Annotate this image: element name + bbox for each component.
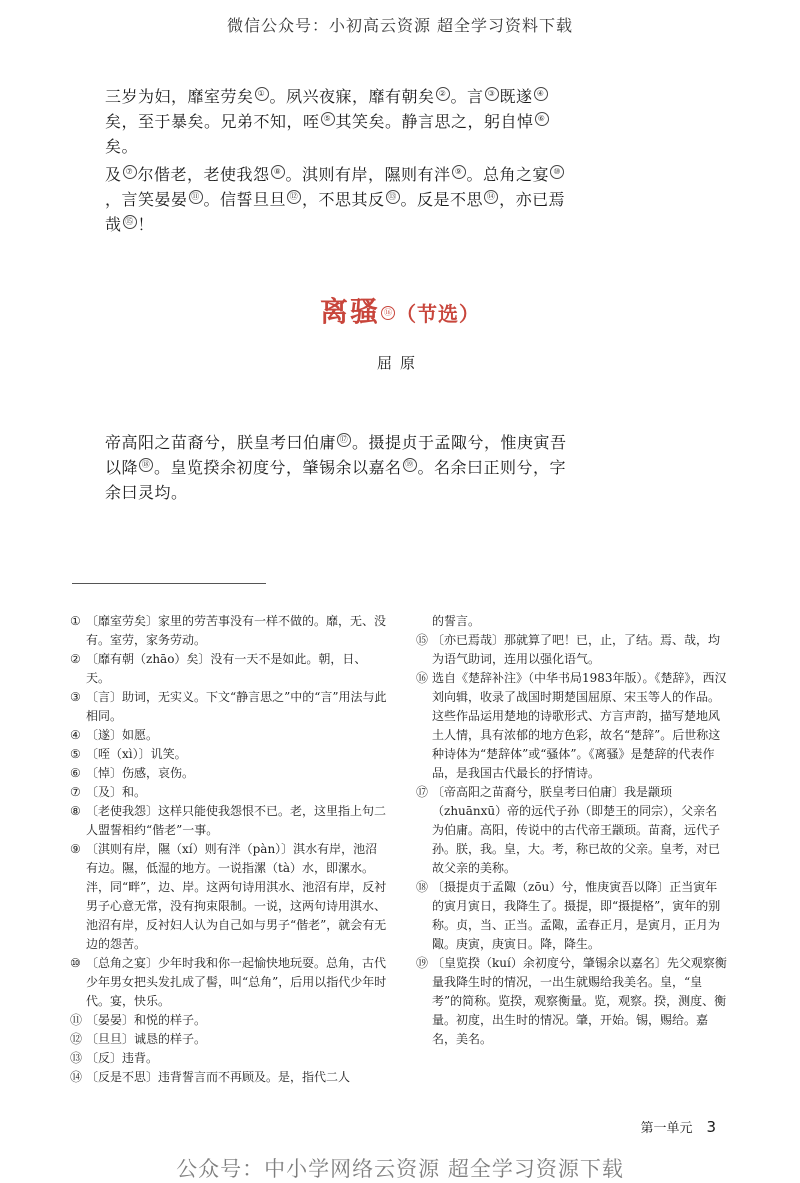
note-mark: ⑤ [321,112,335,126]
footnote-item: ⑨ 〔淇则有岸，隰（xí）则有泮（pàn）〕淇水有岸，池沼有边。隰，低湿的地方。一说指漯（tà）水，即漯水。泮，同“畔”，边、岸。这两句诗用淇水、池沼有岸，反衬男子心意无常，没有拘束限制。一说，这两句诗用淇水、池沼有岸，反衬妇人认为自己如与男子“偕老”，就会有无边的怨苦。 [70,842,387,951]
note-mark: ⑧ [271,165,285,179]
note-mark: ① [255,87,269,101]
note-mark: ⑫ [287,190,301,204]
page-number: 3 [706,1118,716,1136]
note-mark: ⑱ [139,458,153,472]
footnote-item: ⑭ 〔反是不思〕违背誓言而不再顾及。是，指代二人 [70,1070,351,1084]
footnote-item: ⑱ 〔摄提贞于孟陬（zōu）兮，惟庚寅吾以降〕正当寅年的寅月寅日，我降生了。摄提，即“摄提格”，寅年的别称。贞，当、正当。孟陬，孟春正月，是寅月，正月为陬。庚寅，庚寅日。降，降生。 [416,880,721,951]
note-mark: ⑯ [381,306,395,320]
footnote-item: ⑲ 〔皇览揆（kuí）余初度兮，肇锡余以嘉名〕先父观察衡量我降生时的情况，一出生就赐给我美名。皇，“皇考”的简称。览揆，观察衡量。览，观察。揆，测度、衡量。初度，出生时的情况。肇，开始。锡，赐给。嘉名，美名。 [416,956,727,1046]
footnote-item: 的誓言。 [432,614,481,628]
footnote-item: ⑦ 〔及〕和。 [70,785,147,799]
author: 屈原 [376,354,423,372]
note-mark: ⑰ [337,433,351,447]
poem-stanza-1: 三岁为妇，靡室劳矣 ① 。夙兴夜寐，靡有朝矣 ② 。言 ③ 既遂 ④矣，至于暴矣。兄弟不知，咥 ⑤ 其笑矣。静言思之，躬自悼 ⑥矣。 [105,84,575,159]
footnotes-left [70,612,388,1087]
page-footer [640,1117,716,1136]
unit-label: 第一单元 [640,1121,693,1136]
footnote-item: ⑬ 〔反〕违背。 [70,1051,159,1065]
footnote-item: ⑪ 〔晏晏〕和悦的样子。 [70,1013,207,1027]
footnote-item: ⑥ 〔悼〕伤感，哀伤。 [70,766,195,780]
note-mark: ⑲ [403,458,417,472]
footnote-item: ⑫ 〔旦旦〕诚恳的样子。 [70,1032,207,1046]
footnote-item: ⑮ 〔亦已焉哉〕那就算了吧！已，止，了结。焉、哉，均为语气助词，连用以强化语气。 [416,633,721,666]
title-sub: （节选） [396,302,480,326]
footnote-item: ⑧ 〔老使我怨〕这样只能使我怨恨不已。老，这里指上句二人盟誓相约“偕老”一事。 [70,804,387,837]
footnote-item: ① 〔靡室劳矣〕家里的劳苦事没有一样不做的。靡，无、没有。室劳，家务劳动。 [70,614,387,647]
note-mark: ⑬ [386,190,400,204]
bottom-watermark: 公众号：中小学网络云资源 超全学习资源下载 [176,1157,624,1181]
note-mark: ⑨ [452,165,466,179]
note-mark: ⑪ [189,190,203,204]
note-mark: ④ [534,87,548,101]
note-mark: ③ [485,87,499,101]
footnote-item: ③ 〔言〕助词，无实义。下文“静言思之”中的“言”用法与此相同。 [70,690,387,723]
poem-stanza-3: 帝高阳之苗裔兮，朕皇考曰伯庸 ⑰ 。摄提贞于孟陬兮，惟庚寅吾以降 ⑱ 。皇览揆余初度兮，肇锡余以嘉名 ⑲ 。名余曰正则兮，字余曰灵均。 [105,433,567,502]
footnote-item: ② 〔靡有朝（zhāo）矣〕没有一天不是如此。朝，日、天。 [70,652,367,685]
footnote-item: ⑤ 〔咥（xì）〕讥笑。 [70,747,187,761]
section-title [0,290,800,330]
note-mark: ② [436,87,450,101]
footnote-item: ④ 〔遂〕如愿。 [70,728,159,742]
note-mark: ⑦ [123,165,137,179]
note-mark: ⑮ [123,215,137,229]
note-mark: ⑩ [550,165,564,179]
footnote-item: ⑩ 〔总角之宴〕少年时我和你一起愉快地玩耍。总角，古代少年男女把头发扎成了髻，叫“总角”，后用以指代少年时代。宴，快乐。 [70,956,387,1008]
note-mark: ⑭ [484,190,498,204]
poem-stanza-2: 及 ⑦ 尔偕老，老使我怨 ⑧ 。淇则有岸，隰则有泮 ⑨ 。总角之宴 ⑩，言笑晏晏 ⑪ 。信誓旦旦 ⑫ ，不思其反 ⑬ 。反是不思 ⑭ ，亦已焉哉 ⑮ ！ [105,165,566,234]
footnotes-right [416,612,728,1049]
title-main: 离骚 [319,295,380,328]
footnote-divider [72,583,266,584]
page-header-watermark: 微信公众号：小初高云资源 超全学习资料下载 [226,16,574,35]
footnote-item: ⑰ 〔帝高阳之苗裔兮，朕皇考曰伯庸〕我是颛顼（zhuānxū）帝的远代子孙（即楚王的同宗），父亲名为伯庸。高阳，传说中的古代帝王颛顼。苗裔，远代子孙。朕，我。皇，大。考，称已故的父亲。皇考，对已故父亲的美称。 [416,785,721,875]
footnote-item: ⑯ 选自《楚辞补注》（中华书局1983年版）。《楚辞》，西汉刘向辑，收录了战国时期楚国屈原、宋玉等人的作品。这些作品运用楚地的诗歌形式、方言声韵，描写楚地风土人情，具有浓郁的地方色彩，故名“楚辞”。后世称这种诗体为“楚辞体”或“骚体”。《离骚》是楚辞的代表作品，是我国古代最长的抒情诗。 [416,671,727,780]
note-mark: ⑥ [535,112,549,126]
